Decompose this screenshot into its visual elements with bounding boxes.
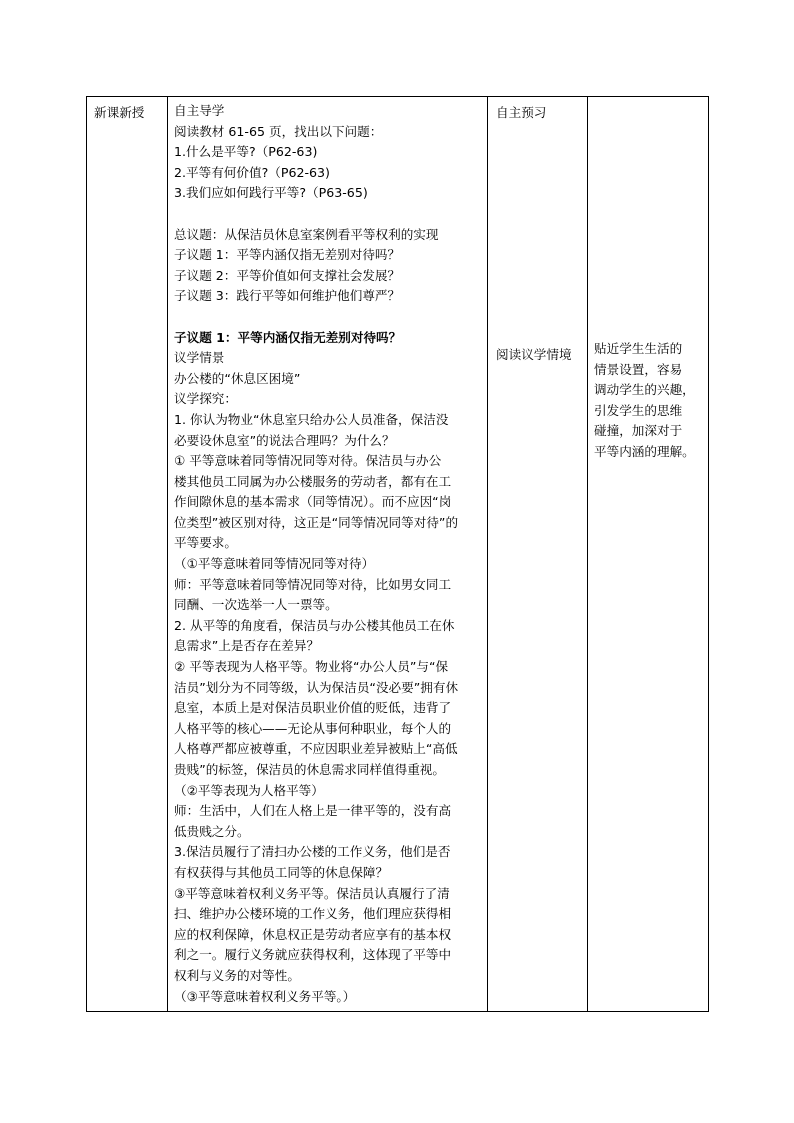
lesson-line xyxy=(174,307,481,328)
lesson-plan-table xyxy=(86,96,709,1012)
lesson-line: 扫、维护办公楼环境的工作义务，他们理应获得相 xyxy=(174,906,452,922)
lesson-line: 1.什么是平等?（P62-63) xyxy=(174,144,318,160)
lesson-line: 自主导学 xyxy=(174,103,225,118)
table-row xyxy=(87,97,709,1012)
activity-reading: 阅读议学情境 xyxy=(496,347,572,362)
lesson-line: 同酬、一次选举一人一票等。 xyxy=(174,597,338,613)
lesson-line: 利之一。履行义务就应获得权利，这体现了平等中 xyxy=(174,947,452,963)
lesson-line: 子议题 3：践行平等如何维护他们尊严？ xyxy=(174,288,401,304)
lesson-line: 3.我们应如何践行平等?（P63-65) xyxy=(174,185,368,201)
lesson-line: 子议题 2：平等价值如何支撑社会发展？ xyxy=(174,267,401,283)
lesson-line: 位类型”被区别对待，这正是“同等情况同等对待”的 xyxy=(174,514,459,530)
lesson-line: 2. 从平等的角度看，保洁员与办公楼其他员工在休 xyxy=(174,617,455,633)
intent-line: 引发学生的思维 xyxy=(594,402,683,418)
lesson-line: （①平等意味着同等情况同等对待） xyxy=(174,556,375,572)
lesson-line: 师：平等意味着同等情况同等对待，比如男女同工 xyxy=(174,576,452,592)
lesson-line: 必要设休息室”的说法合理吗？为什么？ xyxy=(174,432,395,448)
section-label: 新课新授 xyxy=(94,105,145,120)
intent-line: 平等内涵的理解。 xyxy=(594,443,695,459)
lesson-line: 平等要求。 xyxy=(174,535,237,551)
intent-cell xyxy=(588,97,709,1012)
lesson-line: 人格平等的核心——无论从事何种职业，每个人的 xyxy=(174,720,452,736)
lesson-line: 3.保洁员履行了清扫办公楼的工作义务，他们是否 xyxy=(174,844,451,860)
lesson-line: 权利与义务的对等性。 xyxy=(174,967,300,983)
lesson-line: 低贵贱之分。 xyxy=(174,823,250,839)
lesson-line: 办公楼的“休息区困境” xyxy=(174,370,301,386)
lesson-line: 议学探究： xyxy=(174,391,237,407)
lesson-line: ③平等意味着权利义务平等。保洁员认真履行了清 xyxy=(174,885,450,901)
intent-line: 情景设置，容易 xyxy=(594,361,683,377)
intent-line: 碰撞，加深对于 xyxy=(594,423,683,439)
lesson-line: （③平等意味着权利义务平等。） xyxy=(174,988,356,1004)
lesson-content xyxy=(168,97,487,1007)
lesson-line: 应的权利保障，休息权正是劳动者应享有的基本权 xyxy=(174,926,452,942)
lesson-line: 息需求”上是否存在差异？ xyxy=(174,638,320,654)
lesson-line: 有权获得与其他员工同等的休息保障？ xyxy=(174,864,389,880)
lesson-line: 1. 你认为物业“休息室只给办公人员准备，保洁没 xyxy=(174,411,449,427)
section-label-cell xyxy=(87,97,168,1012)
lesson-line: 阅读教材 61-65 页，找出以下问题： xyxy=(174,123,383,139)
lesson-line: 洁员”划分为不同等级，认为保洁员“没必要”拥有休 xyxy=(174,679,459,695)
lesson-line: 师：生活中，人们在人格上是一律平等的，没有高 xyxy=(174,803,452,819)
lesson-line: 子议题 1：平等内涵仅指无差别对待吗？ xyxy=(174,247,401,263)
lesson-line: 人格尊严都应被尊重，不应因职业差异被贴上“高低 xyxy=(174,741,458,757)
activity-cell xyxy=(488,97,588,1012)
lesson-line: 2.平等有何价值?（P62-63) xyxy=(174,164,330,180)
lesson-line: 息室，本质上是对保洁员职业价值的贬低，违背了 xyxy=(174,700,452,716)
lesson-line xyxy=(174,204,481,225)
design-intent xyxy=(594,339,695,463)
lesson-line: 作间隙休息的基本需求（同等情况）。而不应因“岗 xyxy=(174,494,452,510)
lesson-line: 总议题：从保洁员休息室案例看平等权利的实现 xyxy=(174,226,439,242)
lesson-line: 贵贱”的标签，保洁员的休息需求同样值得重视。 xyxy=(174,762,445,777)
intent-line: 调动学生的兴趣， xyxy=(594,382,695,398)
lesson-line: 子议题 1：平等内涵仅指无差别对待吗？ xyxy=(174,329,402,345)
lesson-line: （②平等表现为人格平等） xyxy=(174,782,324,798)
lesson-line: ① 平等意味着同等情况同等对待。保洁员与办公 xyxy=(174,453,442,469)
lesson-line: ② 平等表现为人格平等。物业将“办公人员”与“保 xyxy=(174,659,449,675)
lesson-line: 楼其他员工同属为办公楼服务的劳动者，都有在工 xyxy=(174,473,452,489)
intent-line: 贴近学生生活的 xyxy=(594,341,683,356)
lesson-line: 议学情景 xyxy=(174,350,225,366)
activity-self-preview: 自主预习 xyxy=(496,105,547,120)
lesson-content-cell xyxy=(168,97,488,1012)
